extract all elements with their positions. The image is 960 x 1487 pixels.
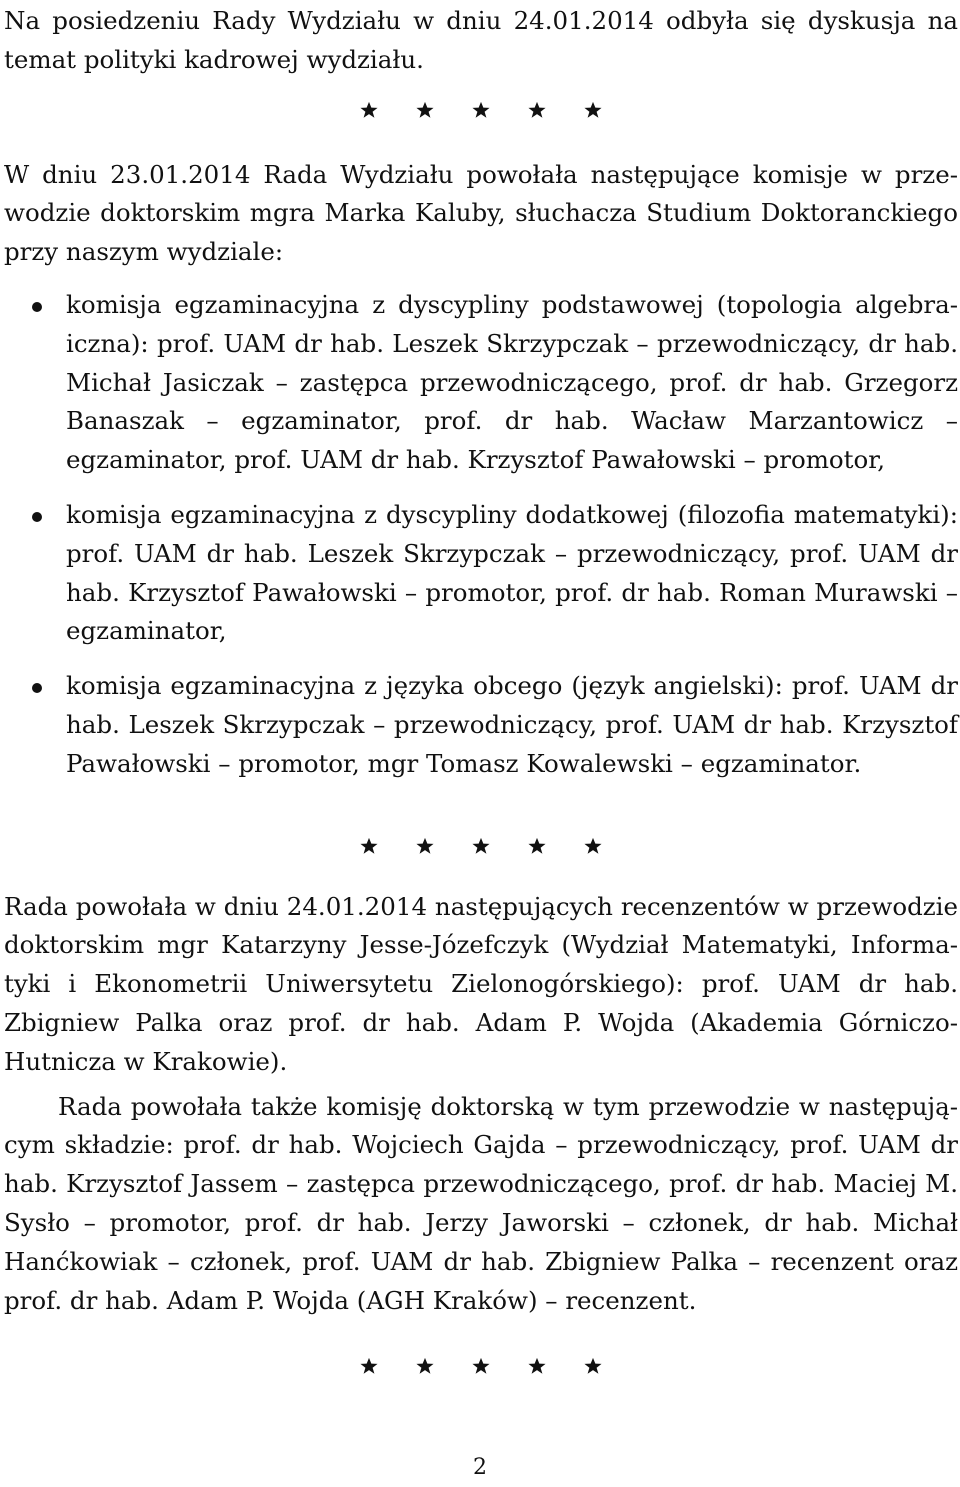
list-item [4,286,958,480]
separator-stars [4,92,958,128]
star-icon [415,92,435,128]
bullet-icon [32,302,42,312]
star-icon [471,1348,491,1384]
list-item [4,496,958,651]
star-icon [527,828,547,864]
page-number: 2 [473,1455,487,1480]
star-icon [359,92,379,128]
bullet-icon [32,683,42,693]
reviewers-paragraph: Rada powołała w dniu 24.01.2014 następujących recenzentów w przewodzie doktorskim mgr Katarzyny Jesse-Józefczyk (Wydział Matematyki, Informatyki i Ekonometrii Uniwersytetu Zielonogórskiego): prof. UAM dr hab. Zbigniew Palka oraz prof. dr hab. Adam P. Wojda (Akademia Górniczo-Hutnicza w Krakowie). [4,891,958,1076]
star-icon [527,1348,547,1384]
intro-paragraph: Na posiedzeniu Rady Wydziału w dniu 24.01.2014 odbyła się dyskusja na temat polityki kadrowej wydziału. [4,6,958,74]
star-icon [583,92,603,128]
star-icon [583,1348,603,1384]
star-icon [359,1348,379,1384]
committee-text: komisja egzaminacyjna z języka obcego (język angielski): prof. UAM dr hab. Leszek Skrzypczak – przewodniczący, prof. UAM dr hab. Krzysztof Pawałowski – promotor, mgr Tomasz Kowalewski – egzaminator. [66,671,958,778]
star-icon [527,92,547,128]
star-icon [359,828,379,864]
separator-stars [4,1348,958,1384]
star-icon [583,828,603,864]
committees-intro-paragraph: W dniu 23.01.2014 Rada Wydziału powołała następujące komisje w przewodzie doktorskim mgra Marka Kaluby, słuchacza Studium Doktoranckiego przy naszym wydziale: [4,159,958,267]
committee-text: komisja egzaminacyjna z dyscypliny podstawowej (topologia algebraiczna): prof. UAM dr hab. Leszek Skrzypczak – przewodniczący, dr hab. Michał Jasiczak – zastępca przewodniczącego, prof. dr hab. Grzegorz Banaszak – egzaminator, prof. dr hab. Wacław Marzantowicz – egzaminator, prof. UAM dr hab. Krzysztof Pawałowski – promotor, [66,289,958,475]
commission-paragraph: Rada powołała także komisję doktorską w tym przewodzie w następującym składzie: prof. dr hab. Wojciech Gajda – przewodniczący, prof. UAM dr hab. Krzysztof Jassem – zastępca przewodniczącego, prof. dr hab. Maciej M. Sysło – promotor, prof. dr hab. Jerzy Jaworski – członek, dr hab. Michał Hanćkowiak – członek, prof. UAM dr hab. Zbigniew Palka – recenzent oraz prof. dr hab. Adam P. Wojda (AGH Kraków) – recenzent. [4,1091,958,1315]
star-icon [415,1348,435,1384]
bullet-icon [32,512,42,522]
document-page [4,0,958,1384]
list-item [4,667,958,783]
star-icon [471,92,491,128]
star-icon [471,828,491,864]
separator-stars [4,828,958,864]
committee-list [4,286,958,784]
star-icon [415,828,435,864]
committee-text: komisja egzaminacyjna z dyscypliny dodatkowej (filozofia matematyki): prof. UAM dr hab. Leszek Skrzypczak – przewodniczący, prof. UAM dr hab. Krzysztof Pawałowski – promotor, prof. dr hab. Roman Murawski – egzaminator, [66,499,958,646]
